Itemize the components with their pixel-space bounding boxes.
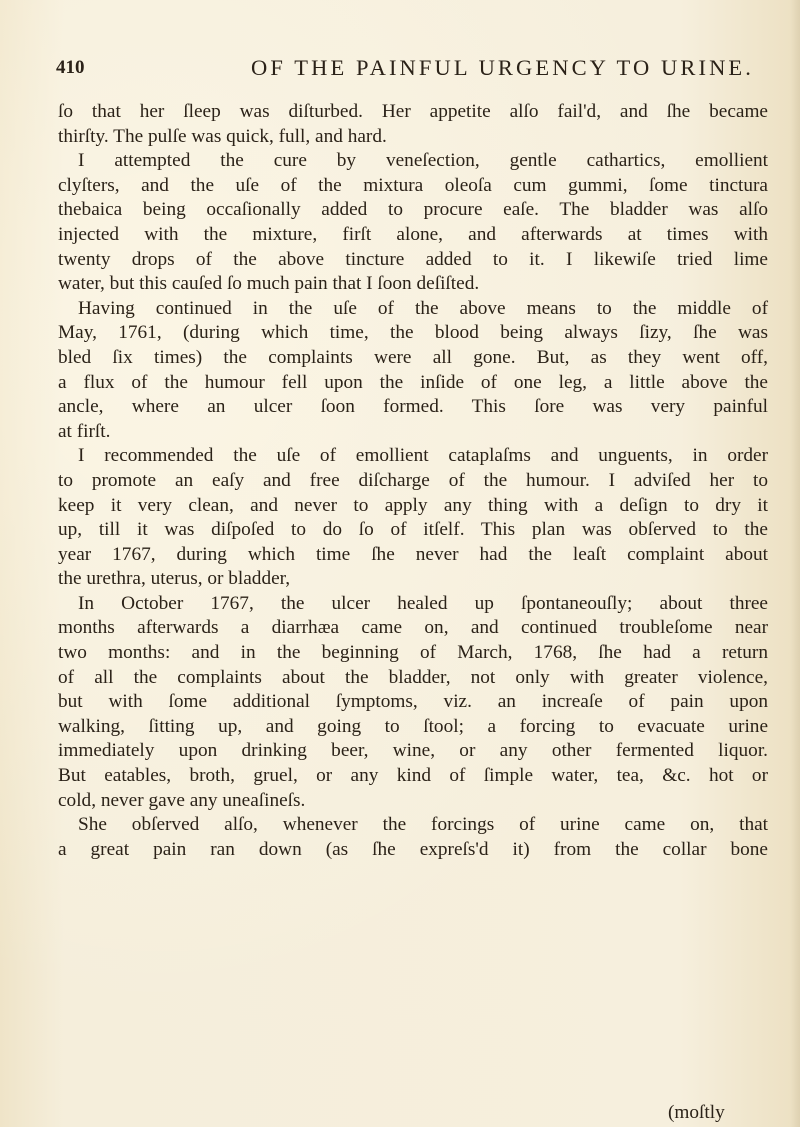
paragraph-start-line: I attempted the cure by veneſection, gentle cathartics, emollient [78, 150, 768, 172]
text-line: twenty drops of the above tincture added to it. I likewiſe tried lime [58, 248, 768, 270]
paragraph-start-line: I recommended the uſe of emollient cataplaſms and unguents, in order [78, 445, 768, 467]
body-text [58, 100, 768, 862]
text-line: clyſters, and the uſe of the mixtura oleoſa cum gummi, ſome tinctura [58, 174, 768, 196]
text-line: months afterwards a diarrhæa came on, and continued troubleſome near [58, 617, 768, 639]
page-number: 410 [56, 57, 85, 78]
text-line: keep it very clean, and never to apply any thing with a deſign to dry it [58, 494, 768, 516]
text-line: at firſt. [58, 420, 111, 442]
text-line: the urethra, uterus, or bladder, [58, 568, 291, 590]
text-line: up, till it was diſpoſed to do ſo of itſelf. This plan was obſerved to the [58, 519, 768, 541]
text-line: thirſty. The pulſe was quick, full, and hard. [58, 125, 387, 147]
text-line: a flux of the humour fell upon the inſide of one leg, a little above the [58, 371, 768, 393]
paragraph-start-line: Having continued in the uſe of the above means to the middle of [78, 297, 768, 319]
text-line: cold, never gave any uneaſineſs. [58, 789, 306, 811]
text-line: ſo that her ſleep was diſturbed. Her appetite alſo fail'd, and ſhe became [58, 101, 768, 122]
text-line: injected with the mixture, firſt alone, and afterwards at times with [58, 223, 768, 245]
text-line: walking, ſitting up, and going to ſtool; a forcing to evacuate urine [58, 715, 768, 737]
text-line: year 1767, during which time ſhe never had the leaſt complaint about [58, 543, 768, 565]
catchword: (moſtly [668, 1102, 725, 1123]
paragraph-start-line: She obſerved alſo, whenever the forcings of urine came on, that [78, 814, 768, 836]
text-line: immediately upon drinking beer, wine, or any other fermented liquor. [58, 740, 768, 762]
text-line: of all the complaints about the bladder, not only with greater violence, [58, 666, 768, 688]
text-line: but with ſome additional ſymptoms, viz. an increaſe of pain upon [58, 691, 768, 713]
text-line: May, 1761, (during which time, the blood being always ſizy, ſhe was [58, 322, 768, 344]
paragraph-start-line: In October 1767, the ulcer healed up ſpontaneouſly; about three [78, 592, 768, 614]
text-line: water, but this cauſed ſo much pain that I ſoon deſiſted. [58, 273, 480, 295]
text-line: two months: and in the beginning of March, 1768, ſhe had a return [58, 642, 768, 664]
page-edge-shadow [790, 0, 800, 1127]
text-line: to promote an eaſy and free diſcharge of the humour. I adviſed her to [58, 469, 768, 491]
text-line: But eatables, broth, gruel, or any kind of ſimple water, tea, &c. hot or [58, 765, 768, 787]
text-line: a great pain ran down (as ſhe expreſs'd it) from the collar bone [58, 838, 768, 860]
text-line: thebaica being occaſionally added to procure eaſe. The bladder was alſo [58, 199, 768, 221]
text-line: bled ſix times) the complaints were all gone. But, as they went off, [58, 346, 768, 368]
page-header [56, 55, 776, 85]
running-head: OF THE PAINFUL URGENCY TO URINE. [251, 55, 754, 80]
text-line: ancle, where an ulcer ſoon formed. This ſore was very painful [58, 396, 768, 418]
